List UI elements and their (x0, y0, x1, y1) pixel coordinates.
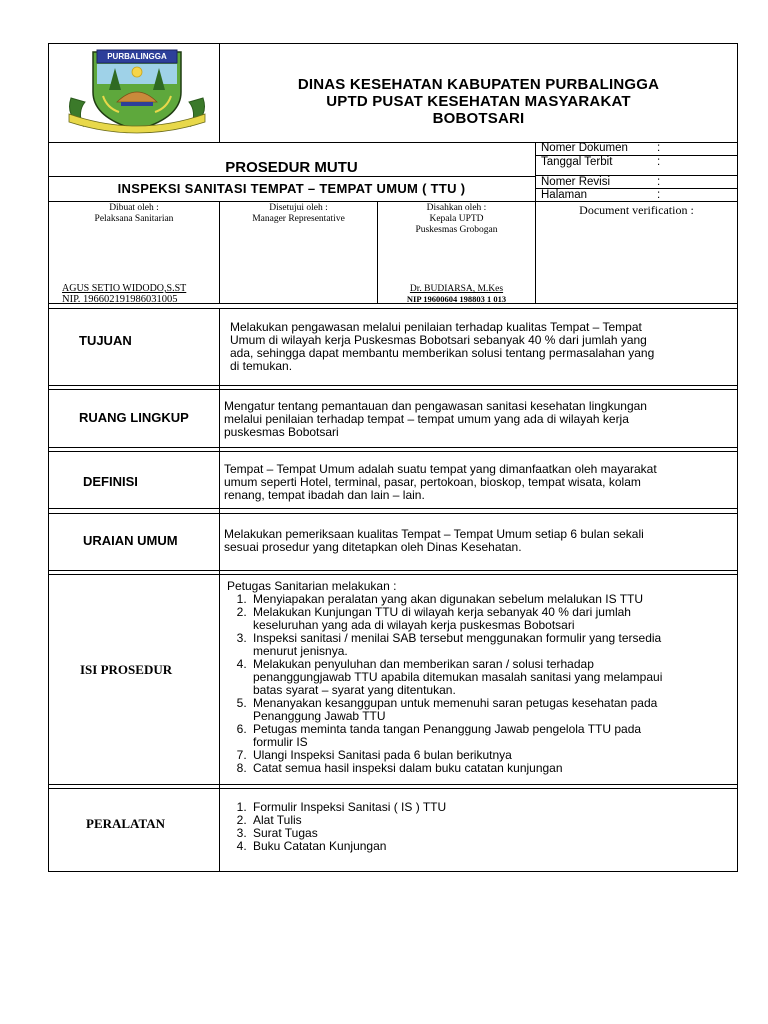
signature-role: Puskesmas Grobogan (415, 225, 498, 235)
procedure-steps (227, 593, 735, 775)
text-line: Melakukan pemeriksaan kualitas Tempat – Tempat Umum setiap 6 bulan sekali (224, 527, 644, 541)
step-line: batas syarat – syarat yang ditentukan. (253, 683, 456, 697)
purbalingga-emblem (63, 46, 211, 134)
section-label-isi-prosedur: ISI PROSEDUR (80, 662, 173, 677)
section-text-ruang-lingkup (224, 400, 735, 439)
meta-label: Tanggal Terbit (541, 156, 613, 168)
meta-halaman (541, 189, 737, 202)
signature-made (49, 203, 219, 225)
equipment-item: 2. Alat Tulis (250, 814, 735, 827)
section-text-isi-prosedur (227, 580, 735, 775)
equipment-list (227, 801, 735, 853)
procedure-step (250, 632, 735, 658)
step-line: menurut jenisnya. (253, 644, 348, 658)
text-line: di temukan. (230, 359, 293, 373)
step-line: penanggungjawab TTU apabila ditemukan masalah sanitasi yang melampaui (253, 670, 663, 684)
procedure-step (250, 697, 735, 723)
step-line: 6. Petugas meminta tanda tangan Penanggung Jawab pengelola TTU pada (253, 722, 642, 736)
org-line-3: BOBOTSARI (432, 110, 525, 127)
step-line: 3. Inspeksi sanitasi / menilai SAB tersebut menggunakan formulir yang tersedia (253, 631, 662, 645)
step-line: formulir IS (253, 735, 308, 749)
text-line: ada, sehingga dapat membantu memberikan solusi tentang permasalahan yang (230, 346, 655, 360)
section-label-tujuan: TUJUAN (79, 333, 132, 348)
text-line: Melakukan pengawasan melalui penilaian terhadap kualitas Tempat – Tempat (230, 320, 642, 334)
step-line: Penanggung Jawab TTU (253, 709, 386, 723)
signature-approved (220, 203, 377, 225)
meta-value: : (657, 176, 661, 188)
equipment-item: 1. Formulir Inspeksi Sanitasi ( IS ) TTU (250, 801, 735, 814)
meta-nomer-revisi (541, 176, 737, 189)
step-line: 2. Melakukan Kunjungan TTU di wilayah kerja sebanyak 40 % dari jumlah (253, 605, 631, 619)
document-title: PROSEDUR MUTU (225, 159, 358, 176)
meta-value: : (657, 156, 661, 168)
text-line: puskesmas Bobotsari (224, 425, 339, 439)
signature-role: Manager Representative (252, 214, 345, 224)
step-line: 1. Menyiapakan peralatan yang akan digunakan sebelum melalukan IS TTU (253, 592, 644, 606)
signature-made-nip: NIP. 196602191986031005 (62, 294, 178, 305)
step-line: 4. Melakukan penyuluhan dan memberikan saran / solusi terhadap (253, 657, 594, 671)
meta-value: : (657, 189, 661, 201)
signature-ratified (378, 203, 535, 236)
text-line: renang, tempat ibadah dan lain – lain. (224, 488, 425, 502)
procedure-step (250, 606, 735, 632)
org-line-2: UPTD PUSAT KESEHATAN MASYARAKAT (326, 93, 631, 110)
step-line: 5. Menanyakan kesanggupan untuk memenuhi saran petugas kesehatan pada (253, 696, 658, 710)
signature-caption: Dibuat oleh : (109, 203, 159, 213)
signature-made-name: AGUS SETIO WIDODO,S.ST (62, 283, 187, 294)
section-text-tujuan (230, 321, 735, 373)
signature-caption: Disetujui oleh : (269, 203, 328, 213)
meta-label: Nomer Dokumen (541, 142, 628, 154)
signature-role: Pelaksana Sanitarian (94, 214, 174, 224)
procedure-step (250, 658, 735, 697)
equipment-item: 3. Surat Tugas (250, 827, 735, 840)
equipment-item: 4. Buku Catatan Kunjungan (250, 840, 735, 853)
signature-caption: Disahkan oleh : (426, 203, 487, 213)
step-line: 7. Ulangi Inspeksi Sanitasi pada 6 bulan berikutnya (253, 748, 512, 762)
org-line-1: DINAS KESEHATAN KABUPATEN PURBALINGGA (297, 76, 660, 93)
text-line: umum seperti Hotel, terminal, pasar, pertokoan, bioskop, tempat wisata, kolam (224, 475, 641, 489)
text-line: Tempat – Tempat Umum adalah suatu tempat yang dimanfaatkan oleh mayarakat (224, 462, 657, 476)
signature-ratified-nip: NIP 19600604 198803 1 013 (406, 294, 507, 304)
signature-role: Kepala UPTD (429, 214, 484, 224)
procedure-step (250, 762, 735, 775)
section-label-peralatan: PERALATAN (86, 816, 165, 831)
procedure-intro: Petugas Sanitarian melakukan : (227, 579, 397, 593)
text-line: Mengatur tentang pemantauan dan pengawasan sanitasi kesehatan lingkungan (224, 399, 647, 413)
meta-label: Nomer Revisi (541, 176, 611, 188)
text-line: melalui penilaian terhadap tempat – tempat umum yang ada di wilayah kerja (224, 412, 629, 426)
step-line: 8. Catat semua hasil inspeksi dalam buku catatan kunjungan (253, 761, 563, 775)
document-subtitle: INSPEKSI SANITASI TEMPAT – TEMPAT UMUM ( TTU ) (117, 181, 466, 196)
section-text-uraian-umum (224, 528, 735, 554)
section-text-definisi (224, 463, 735, 502)
meta-label: Halaman (541, 189, 588, 201)
logo-banner-text: PURBALINGGA (107, 52, 167, 61)
step-line: keseluruhan yang ada di wilayah kerja puskesmas Bobotsari (253, 618, 575, 632)
org-heading (220, 76, 737, 127)
document-verification: Document verification : (579, 203, 694, 217)
section-label-definisi: DEFINISI (83, 474, 138, 489)
section-label-uraian-umum: URAIAN UMUM (83, 533, 178, 548)
section-text-peralatan (227, 801, 735, 853)
meta-nomer-dokumen (541, 142, 737, 155)
section-label-ruang-lingkup: RUANG LINGKUP (79, 410, 189, 425)
text-line: Umum di wilayah kerja Puskesmas Bobotsari sebanyak 40 % dari jumlah yang (230, 333, 647, 347)
text-line: sesuai prosedur yang ditetapkan oleh Dinas Kesehatan. (224, 540, 522, 554)
signature-ratified-name: Dr. BUDIARSA, M.Kes (409, 284, 504, 294)
meta-value: : (657, 142, 661, 154)
meta-tanggal-terbit (541, 156, 737, 169)
procedure-step (250, 723, 735, 749)
